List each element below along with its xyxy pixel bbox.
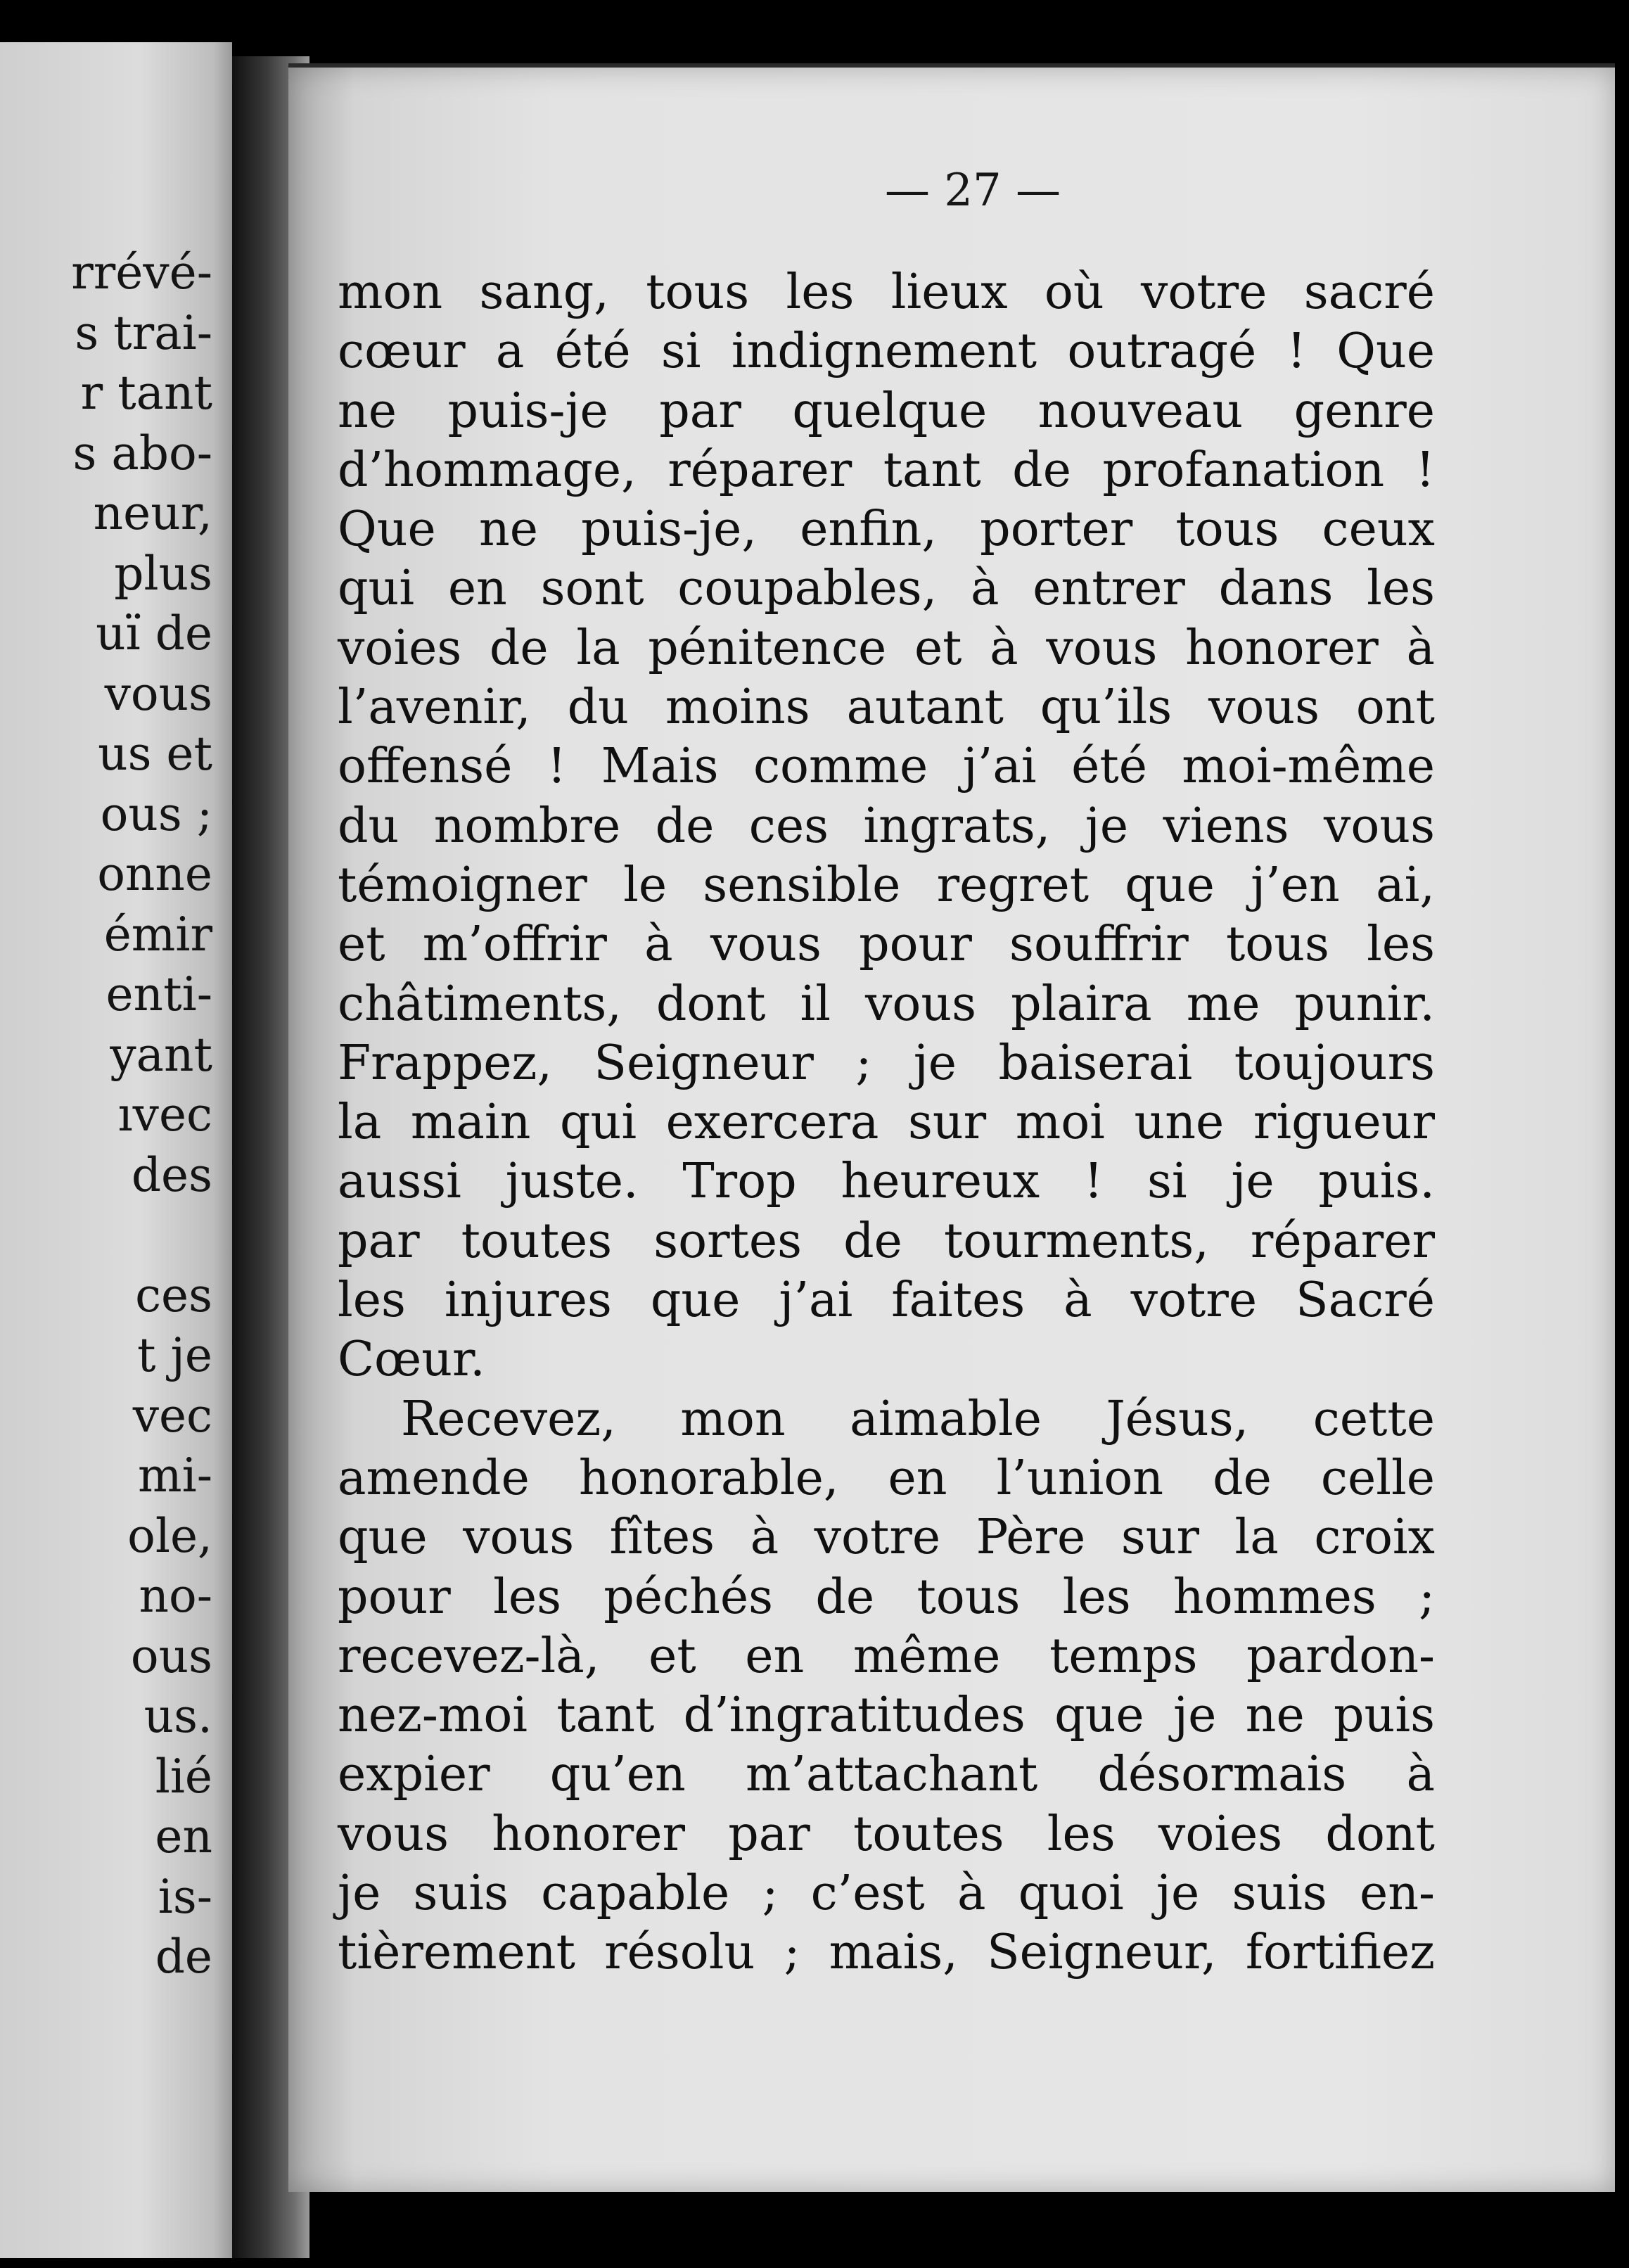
text-line: ne puis-je par quelque nouveau genre [338,383,1435,439]
left-page-fragment: no- [139,1569,212,1623]
text-line: offensé ! Mais comme j’ai été moi-même [338,739,1435,795]
text-line: l’avenir, du moins autant qu’ils vous ont [338,680,1435,736]
text-line: recevez-là, et en même temps pardon- [338,1628,1435,1684]
left-page-fragment: lié [155,1749,212,1804]
text-line: Cœur. [338,1332,485,1388]
left-page-fragment: uï de [96,606,212,661]
left-page-fragment: onne [97,847,212,901]
left-page-fragment: is- [158,1869,212,1924]
left-page-fragment: ous ; [100,786,212,841]
text-line: la main qui exercera sur moi une rigueur [338,1095,1435,1151]
text-line: mon sang, tous les lieux où votre sacré [338,265,1435,320]
left-page-text-fragments [0,243,212,1987]
left-page-fragment: us et [98,727,212,781]
text-line: pour les péchés de tous les hommes ; [338,1569,1435,1625]
text-line: tièrement résolu ; mais, Seigneur, fortifiez [338,1925,1435,1981]
scan-right-border [1615,0,1629,2268]
left-page-fragment: s trai- [75,305,212,360]
text-line: vous honorer par toutes les voies dont [338,1806,1435,1862]
text-line: Que ne puis-je, enfin, porter tous ceux [338,502,1435,558]
text-line: Recevez, mon aimable Jésus, cette [401,1391,1435,1447]
text-line: et m’offrir à vous pour souffrir tous les [338,917,1435,973]
text-line: nez-moi tant d’ingratitudes que je ne puis [338,1688,1435,1744]
left-page-fragment: vous [104,666,212,721]
left-page-fragment: vec [132,1388,212,1443]
text-line: châtiments, dont il vous plaira me punir. [338,976,1435,1032]
left-page-fragment: us. [143,1689,212,1743]
left-page-fragment: émir [103,907,212,962]
left-page-fragment: ıvec [117,1088,212,1142]
left-page-fragment: en [155,1809,212,1864]
text-line: aussi juste. Trop heureux ! si je puis. [338,1154,1435,1210]
left-page-fragment [0,1205,212,1266]
text-line: qui en sont coupables, à entrer dans les [338,561,1435,617]
page-number: — 27 — [884,165,1061,217]
left-page-fragment: neur, [93,486,212,540]
text-line: Frappez, Seigneur ; je baiserai toujours [338,1035,1435,1091]
left-page-fragment: s abo- [72,426,212,480]
text-line: amende honorable, en l’union de celle [338,1450,1435,1506]
left-page-fragment: r tant [80,366,212,420]
text-line: expier qu’en m’attachant désormais à [338,1747,1435,1803]
text-line: je suis capable ; c’est à quoi je suis en- [338,1866,1435,1922]
right-page [288,63,1615,2192]
text-line: cœur a été si indignement outragé ! Que [338,324,1435,380]
text-line: par toutes sortes de tourments, réparer [338,1213,1435,1269]
left-page-fragment: plus [114,546,212,601]
left-page-fragment: ole, [127,1508,212,1563]
left-page-fragment: mi- [138,1448,212,1503]
left-page-fragment: de [155,1930,212,1984]
left-page-fragment: yant [110,1027,212,1082]
text-line: du nombre de ces ingrats, je viens vous [338,798,1435,854]
left-page-fragment: enti- [106,967,212,1021]
left-page-fragment: ces [135,1268,212,1323]
text-line: d’hommage, réparer tant de profanation ! [338,442,1435,498]
text-line: les injures que j’ai faites à votre Sacré [338,1273,1435,1329]
left-page-fragment: rrévé- [71,246,212,300]
text-line: témoigner le sensible regret que j’en ai, [338,857,1435,913]
left-facing-page [0,42,232,2258]
left-page-fragment: t je [136,1328,212,1382]
text-line: voies de la pénitence et à vous honorer à [338,620,1435,676]
text-line: que vous fîtes à votre Père sur la croix [338,1510,1435,1566]
body-text [338,263,1435,1983]
left-page-fragment: des [131,1147,212,1202]
left-page-fragment: ous [130,1629,212,1683]
